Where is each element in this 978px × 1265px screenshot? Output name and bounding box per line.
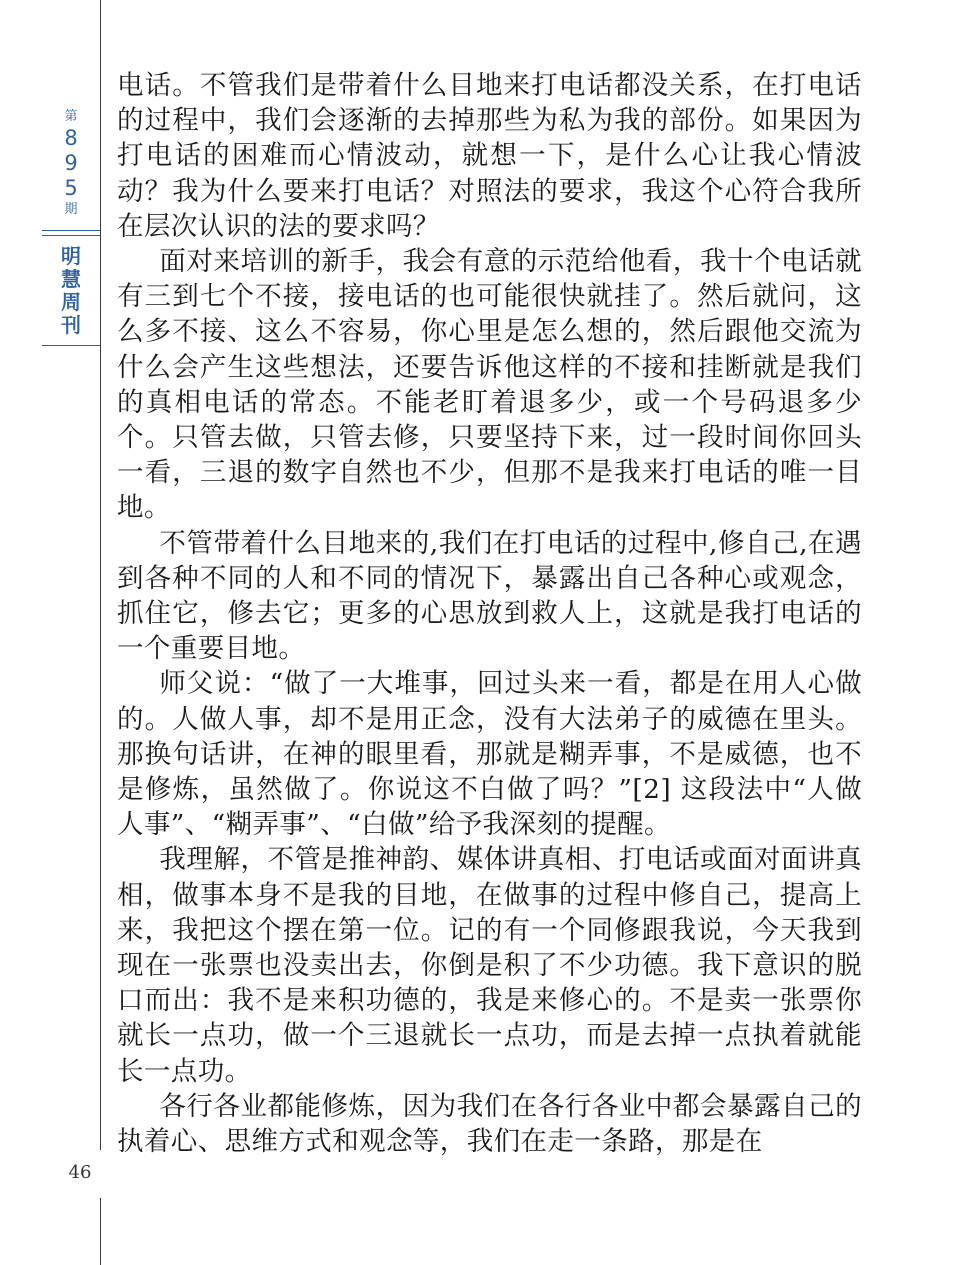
paragraph: 师父说：“做了一大堆事，回过头来一看，都是在用人心做的。人做人事，却不是用正念，没有大法弟子的威德在里头。那换句话讲，在神的眼里看，那就是糊弄事，不是威德，也不是修炼，虽然做了。你说这不白做了吗？”[2] 这段法中“人做人事”、“糊弄事”、“白做”给予我深刻的提醒。: [117, 668, 862, 841]
magazine-name-char: 慧: [61, 267, 81, 291]
paragraph: 不管带着什么目地来的,我们在打电话的过程中,修自己,在遇到各种不同的人和不同的情况下，暴露出自己各种心或观念，抓住它，修去它；更多的心思放到救人上，这就是我打电话的一个重要目地。: [117, 527, 862, 665]
issue-digit: 5: [64, 176, 78, 200]
paragraph: 电话。不管我们是带着什么目地来打电话都没关系，在打电话的过程中，我们会逐渐的去掉那些为私为我的部份。如果因为打电话的困难而心情波动，就想一下，是什么心让我心情波动？我为什么要来打电话？对照法的要求，我这个心符合我所在层次认识的法的要求吗？: [117, 70, 862, 242]
issue-number-block: [42, 108, 100, 219]
page-number: 46: [60, 1162, 100, 1184]
issue-suffix: 期: [64, 202, 78, 217]
sidebar-rule: [42, 230, 100, 231]
issue-digit: 9: [64, 151, 78, 175]
issue-prefix: 第: [64, 109, 78, 124]
paragraph: 各行各业都能修炼，因为我们在各行各业中都会暴露自己的执着心、思维方式和观念等，我们在走一条路，那是在: [117, 1090, 862, 1158]
sidebar-rule: [42, 345, 100, 346]
magazine-name-char: 周: [61, 290, 81, 314]
paragraph: 面对来培训的新手，我会有意的示范给他看，我十个电话就有三到七个不接，接电话的也可能很快就挂了。然后就问，这么多不接、这么不容易，你心里是怎么想的，然后跟他交流为什么会产生这些想法，还要告诉他这样的不接和挂断就是我们的真相电话的常态。不能老盯着退多少，或一个号码退多少个。只管去做，只管去修，只要坚持下来，过一段时间你回头一看，三退的数字自然也不少，但那不是我来打电话的唯一目地。: [117, 246, 862, 524]
issue-digit: 8: [64, 126, 78, 150]
magazine-name-char: 明: [61, 244, 81, 268]
margin-divider: [100, 0, 101, 1265]
magazine-name: [42, 245, 100, 337]
sidebar-rule: [42, 235, 100, 236]
article-body: [117, 68, 862, 1159]
paragraph: 我理解，不管是推神韵、媒体讲真相、打电话或面对面讲真相，做事本身不是我的目地，在做事的过程中修自己，提高上来，我把这个摆在第一位。记的有一个同修跟我说，今天我到现在一张票也没卖出去，你倒是积了不少功德。我下意识的脱口而出：我不是来积功德的，我是来修心的。不是卖一张票你就长一点功，做一个三退就长一点功，而是去掉一点执着就能长一点功。: [117, 844, 862, 1087]
magazine-name-char: 刊: [61, 313, 81, 337]
